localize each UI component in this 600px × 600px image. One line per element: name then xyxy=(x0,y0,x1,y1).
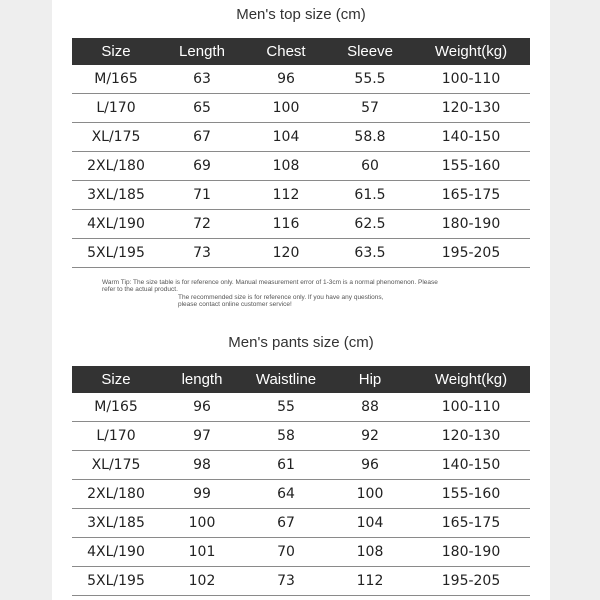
pants-cell-waistline: 55 xyxy=(244,393,328,422)
warm-tip-line-2: refer to the actual product. xyxy=(102,286,178,293)
top-cell-weight: 140-150 xyxy=(412,123,530,152)
top-header-chest: Chest xyxy=(244,38,328,65)
pants-size-title: Men's pants size (cm) xyxy=(228,334,374,351)
pants-cell-waistline: 73 xyxy=(244,567,328,596)
top-cell-sleeve: 62.5 xyxy=(328,210,412,239)
top-cell-weight: 100-110 xyxy=(412,65,530,94)
top-cell-size: 2XL/180 xyxy=(72,152,160,181)
pants-cell-waistline: 70 xyxy=(244,538,328,567)
pants-cell-length: 99 xyxy=(160,480,244,509)
table-row xyxy=(72,152,530,181)
pants-cell-length: 102 xyxy=(160,567,244,596)
table-row xyxy=(72,65,530,94)
top-cell-length: 65 xyxy=(160,94,244,123)
pants-cell-waistline: 67 xyxy=(244,509,328,538)
table-row xyxy=(72,538,530,567)
top-cell-weight: 180-190 xyxy=(412,210,530,239)
top-cell-length: 69 xyxy=(160,152,244,181)
table-row xyxy=(72,509,530,538)
pants-cell-size: 2XL/180 xyxy=(72,480,160,509)
table-row xyxy=(72,239,530,268)
top-cell-sleeve: 60 xyxy=(328,152,412,181)
top-cell-chest: 96 xyxy=(244,65,328,94)
top-header-length: Length xyxy=(160,38,244,65)
top-cell-weight: 155-160 xyxy=(412,152,530,181)
pants-cell-weight: 195-205 xyxy=(412,567,530,596)
pants-header-hip: Hip xyxy=(328,366,412,393)
pants-header-weight: Weight(kg) xyxy=(412,366,530,393)
pants-cell-size: L/170 xyxy=(72,422,160,451)
pants-cell-length: 101 xyxy=(160,538,244,567)
table-row xyxy=(72,94,530,123)
pants-cell-waistline: 64 xyxy=(244,480,328,509)
pants-size-table xyxy=(72,366,530,596)
warm-tip-line-3: The recommended size is for reference only. If you have any questions, xyxy=(178,294,384,301)
top-header-weight: Weight(kg) xyxy=(412,38,530,65)
table-row xyxy=(72,123,530,152)
pants-cell-hip: 112 xyxy=(328,567,412,596)
pants-cell-length: 100 xyxy=(160,509,244,538)
top-cell-length: 63 xyxy=(160,65,244,94)
top-cell-size: L/170 xyxy=(72,94,160,123)
pants-cell-weight: 180-190 xyxy=(412,538,530,567)
top-cell-size: 5XL/195 xyxy=(72,239,160,268)
pants-cell-hip: 104 xyxy=(328,509,412,538)
pants-cell-size: M/165 xyxy=(72,393,160,422)
warm-tip-line-1: Warm Tip: The size table is for reference only. Manual measurement error of 1-3cm is a normal phenomenon. Please xyxy=(102,279,438,286)
top-cell-sleeve: 61.5 xyxy=(328,181,412,210)
pants-cell-weight: 120-130 xyxy=(412,422,530,451)
table-row xyxy=(72,480,530,509)
size-chart-sheet xyxy=(52,0,550,600)
pants-cell-hip: 108 xyxy=(328,538,412,567)
pants-cell-size: 4XL/190 xyxy=(72,538,160,567)
top-cell-chest: 104 xyxy=(244,123,328,152)
top-cell-chest: 120 xyxy=(244,239,328,268)
pants-cell-weight: 165-175 xyxy=(412,509,530,538)
top-header-row xyxy=(72,38,530,65)
top-cell-sleeve: 55.5 xyxy=(328,65,412,94)
top-cell-sleeve: 58.8 xyxy=(328,123,412,152)
pants-cell-hip: 96 xyxy=(328,451,412,480)
top-cell-weight: 120-130 xyxy=(412,94,530,123)
pants-header-row xyxy=(72,366,530,393)
pants-cell-hip: 100 xyxy=(328,480,412,509)
pants-cell-weight: 100-110 xyxy=(412,393,530,422)
warm-tip-line-4: please contact online customer service! xyxy=(178,301,292,308)
table-row xyxy=(72,451,530,480)
pants-cell-hip: 92 xyxy=(328,422,412,451)
top-size-table xyxy=(72,38,530,268)
pants-header-size: Size xyxy=(72,366,160,393)
top-cell-sleeve: 63.5 xyxy=(328,239,412,268)
table-row xyxy=(72,393,530,422)
top-header-sleeve: Sleeve xyxy=(328,38,412,65)
top-cell-chest: 116 xyxy=(244,210,328,239)
pants-cell-size: 3XL/185 xyxy=(72,509,160,538)
pants-cell-weight: 140-150 xyxy=(412,451,530,480)
top-cell-size: 4XL/190 xyxy=(72,210,160,239)
table-row xyxy=(72,422,530,451)
pants-cell-waistline: 61 xyxy=(244,451,328,480)
top-size-title: Men's top size (cm) xyxy=(236,6,366,23)
pants-cell-hip: 88 xyxy=(328,393,412,422)
top-cell-length: 72 xyxy=(160,210,244,239)
pants-header-length: length xyxy=(160,366,244,393)
top-header-size: Size xyxy=(72,38,160,65)
pants-cell-size: XL/175 xyxy=(72,451,160,480)
top-cell-chest: 100 xyxy=(244,94,328,123)
pants-cell-size: 5XL/195 xyxy=(72,567,160,596)
top-cell-weight: 165-175 xyxy=(412,181,530,210)
top-cell-chest: 108 xyxy=(244,152,328,181)
top-cell-size: 3XL/185 xyxy=(72,181,160,210)
top-cell-sleeve: 57 xyxy=(328,94,412,123)
table-row xyxy=(72,210,530,239)
top-cell-size: XL/175 xyxy=(72,123,160,152)
table-row xyxy=(72,567,530,596)
pants-cell-weight: 155-160 xyxy=(412,480,530,509)
top-cell-length: 67 xyxy=(160,123,244,152)
top-cell-weight: 195-205 xyxy=(412,239,530,268)
pants-cell-length: 97 xyxy=(160,422,244,451)
pants-cell-length: 98 xyxy=(160,451,244,480)
top-cell-length: 73 xyxy=(160,239,244,268)
table-row xyxy=(72,181,530,210)
top-cell-size: M/165 xyxy=(72,65,160,94)
pants-cell-waistline: 58 xyxy=(244,422,328,451)
top-cell-chest: 112 xyxy=(244,181,328,210)
pants-cell-length: 96 xyxy=(160,393,244,422)
top-cell-length: 71 xyxy=(160,181,244,210)
pants-header-waistline: Waistline xyxy=(244,366,328,393)
